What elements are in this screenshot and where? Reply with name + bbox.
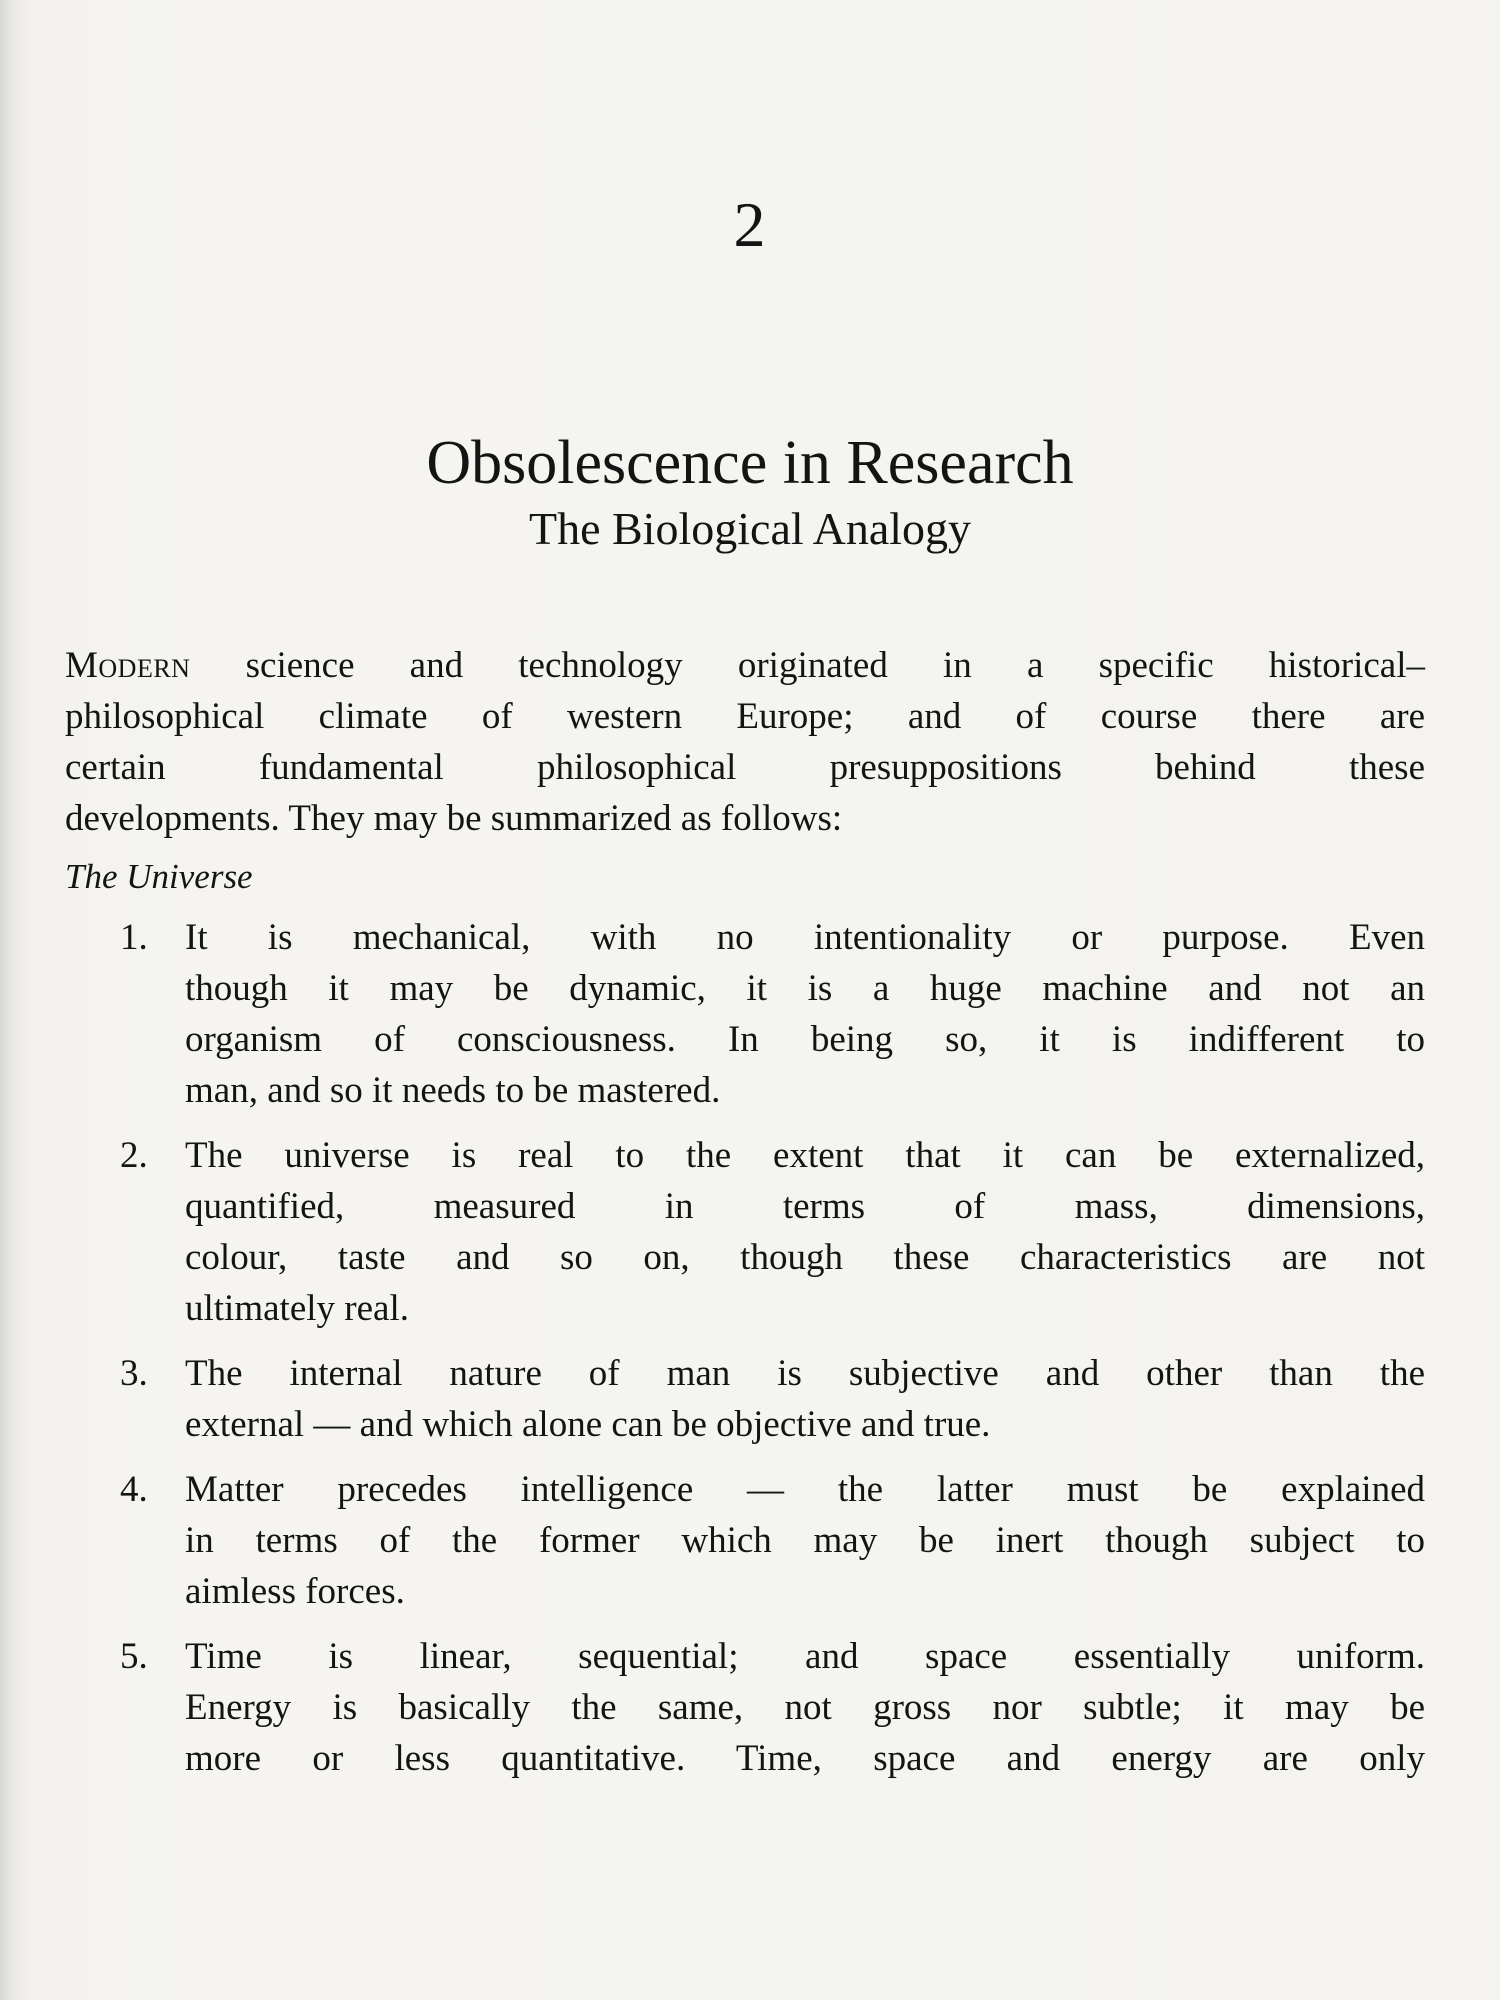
list-line: colour, taste and so on, though these characteristics are not — [185, 1237, 1425, 1278]
list-line: man, and so it needs to be mastered. — [185, 1070, 721, 1111]
list-line: The universe is real to the extent that it can be externalized, — [185, 1135, 1425, 1176]
list-item-text — [185, 1348, 1425, 1450]
intro-paragraph — [65, 640, 1425, 844]
list-line: quantified, measured in terms of mass, dimensions, — [185, 1186, 1425, 1227]
numbered-list — [65, 912, 1425, 1784]
list-item-number: 5. — [120, 1636, 148, 1677]
chapter-subtitle: The Biological Analogy — [528, 503, 972, 554]
intro-line: philosophical climate of western Europe; and of course there are — [65, 696, 1425, 737]
list-item — [65, 912, 1425, 1116]
list-item-text — [185, 1631, 1425, 1784]
list-line: The internal nature of man is subjective and other than the — [185, 1353, 1425, 1394]
chapter-title: Obsolescence in Research — [426, 429, 1074, 497]
list-item-text — [185, 912, 1425, 1116]
list-item — [65, 1464, 1425, 1617]
list-item-text — [185, 1464, 1425, 1617]
list-item — [65, 1130, 1425, 1334]
lead-word: Modern — [65, 645, 191, 686]
intro-line: certain fundamental philosophical presuppositions behind these — [65, 747, 1425, 788]
list-item — [65, 1348, 1425, 1450]
list-line: ultimately real. — [185, 1288, 409, 1329]
section-heading: The Universe — [65, 857, 253, 896]
list-item — [65, 1631, 1425, 1784]
intro-line: developments. They may be summarized as follows: — [65, 798, 843, 839]
chapter-body — [65, 640, 1425, 1798]
list-item-number: 2. — [120, 1135, 148, 1176]
list-line: more or less quantitative. Time, space and energy are only — [185, 1738, 1425, 1779]
list-line: in terms of the former which may be inert though subject to — [185, 1520, 1425, 1561]
list-line: It is mechanical, with no intentionality or purpose. Even — [185, 917, 1425, 958]
intro-line-text: science and technology originated in a specific historical– — [190, 645, 1425, 686]
list-line: Matter precedes intelligence — the latter must be explained — [185, 1469, 1425, 1510]
chapter-number: 2 — [733, 189, 767, 260]
list-line: though it may be dynamic, it is a huge machine and not an — [185, 968, 1425, 1009]
list-item-number: 1. — [120, 917, 148, 958]
list-line: aimless forces. — [185, 1571, 405, 1612]
list-line: Time is linear, sequential; and space essentially uniform. — [185, 1636, 1425, 1677]
list-line: external — and which alone can be objective and true. — [185, 1404, 991, 1445]
list-line: Energy is basically the same, not gross nor subtle; it may be — [185, 1687, 1425, 1728]
list-item-number: 4. — [120, 1469, 148, 1510]
list-item-text — [185, 1130, 1425, 1334]
intro-line — [65, 640, 1425, 691]
list-item-number: 3. — [120, 1353, 148, 1394]
list-line: organism of consciousness. In being so, it is indifferent to — [185, 1019, 1425, 1060]
